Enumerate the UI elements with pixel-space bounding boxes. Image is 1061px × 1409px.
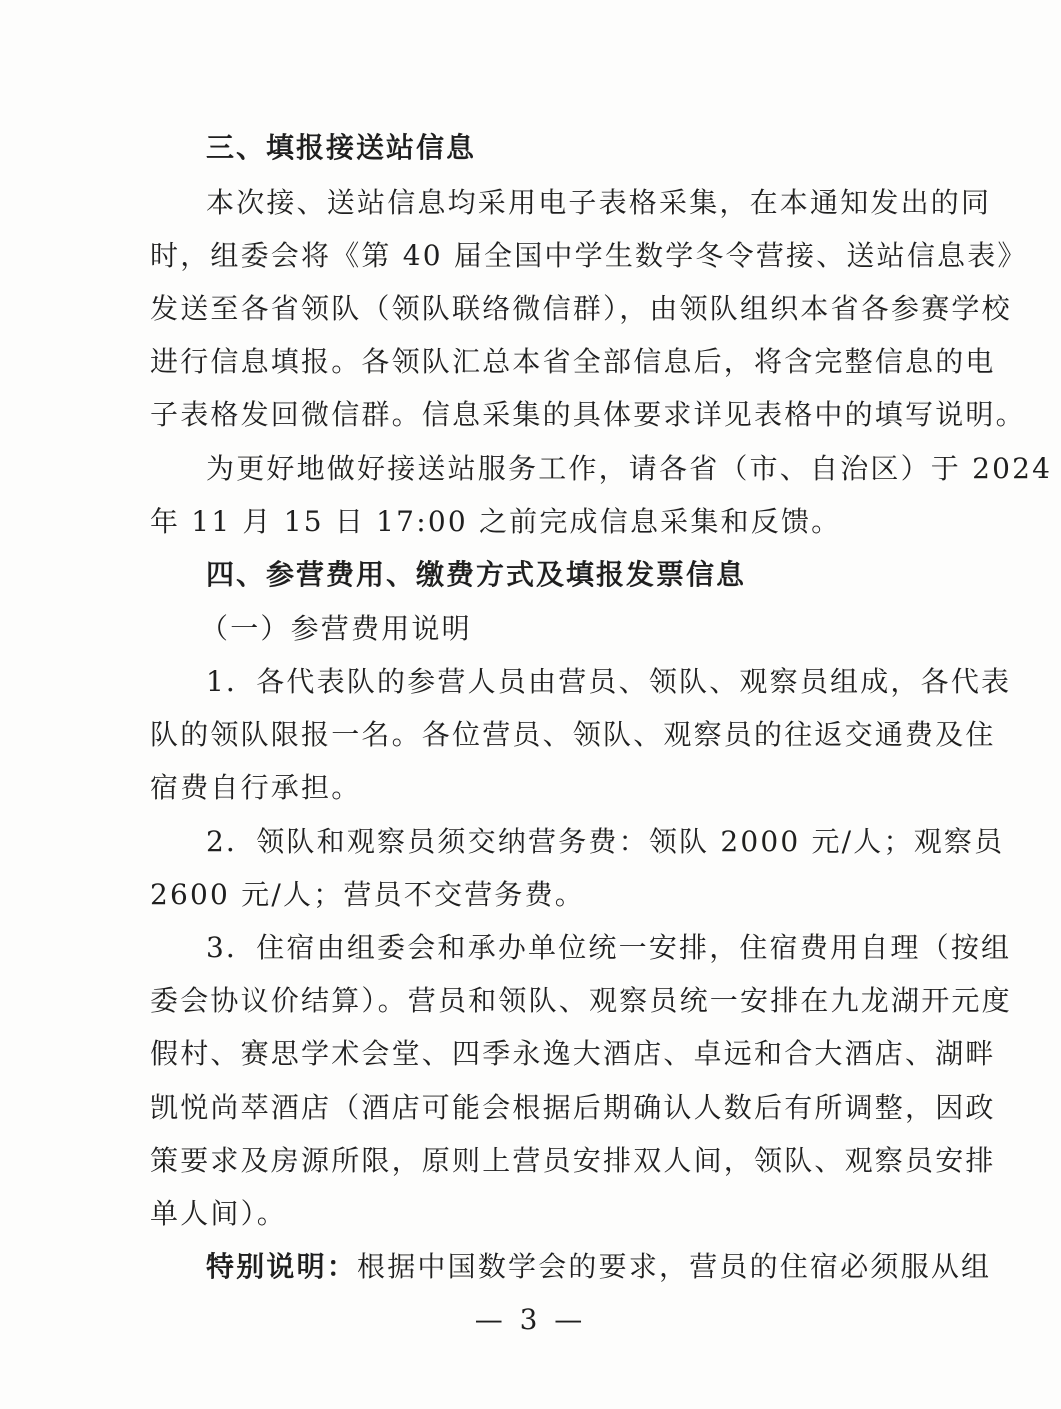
- section-heading-3: 三、填报接送站信息: [206, 131, 477, 164]
- special-note: [206, 1247, 992, 1287]
- paragraph-line: 为更好地做好接送站服务工作，请各省（市、自治区）于 2024: [206, 452, 1053, 485]
- paragraph-line: 本次接、送站信息均采用电子表格采集，在本通知发出的同: [206, 186, 992, 219]
- paragraph-line: 时，组委会将《第 40 届全国中学生数学冬令营接、送站信息表》: [150, 239, 1028, 272]
- paragraph-line: 发送至各省领队（领队联络微信群），由领队组织本省各参赛学校: [150, 292, 1012, 325]
- subsection-heading: （一）参营费用说明: [200, 612, 472, 645]
- list-item-line: 宿费自行承担。: [150, 771, 362, 804]
- list-item-line: 委会协议价结算）。营员和领队、观察员统一安排在九龙湖开元度: [150, 984, 1012, 1017]
- page-number: — 3 —: [474, 1303, 587, 1336]
- section-heading-4: 四、参营费用、缴费方式及填报发票信息: [206, 558, 747, 591]
- paragraph-line: 进行信息填报。各领队汇总本省全部信息后，将含完整信息的电: [150, 345, 996, 378]
- list-item-line: 3．住宿由组委会和承办单位统一安排，住宿费用自理（按组: [206, 931, 1012, 964]
- paragraph-line: 年 11 月 15 日 17:00 之前完成信息采集和反馈。: [150, 505, 842, 538]
- list-item-line: 假村、赛思学术会堂、四季永逸大酒店、卓远和合大酒店、湖畔: [150, 1037, 996, 1070]
- special-note-label: 特别说明：: [206, 1250, 358, 1283]
- list-item-line: 2600 元/人；营员不交营务费。: [150, 878, 585, 911]
- list-item-line: 队的领队限报一名。各位营员、领队、观察员的往返交通费及住: [150, 718, 996, 751]
- paragraph-line: 子表格发回微信群。信息采集的具体要求详见表格中的填写说明。: [150, 398, 1026, 431]
- special-note-text: 根据中国数学会的要求，营员的住宿必须服从组: [357, 1250, 992, 1283]
- list-item-line: 1．各代表队的参营人员由营员、领队、观察员组成，各代表: [206, 665, 1012, 698]
- list-item-line: 2．领队和观察员须交纳营务费：领队 2000 元/人；观察员: [206, 825, 1005, 858]
- list-item-line: 单人间）。: [150, 1197, 288, 1230]
- list-item-line: 策要求及房源所限，原则上营员安排双人间，领队、观察员安排: [150, 1144, 996, 1177]
- list-item-line: 凯悦尚萃酒店（酒店可能会根据后期确认人数后有所调整，因政: [150, 1091, 996, 1124]
